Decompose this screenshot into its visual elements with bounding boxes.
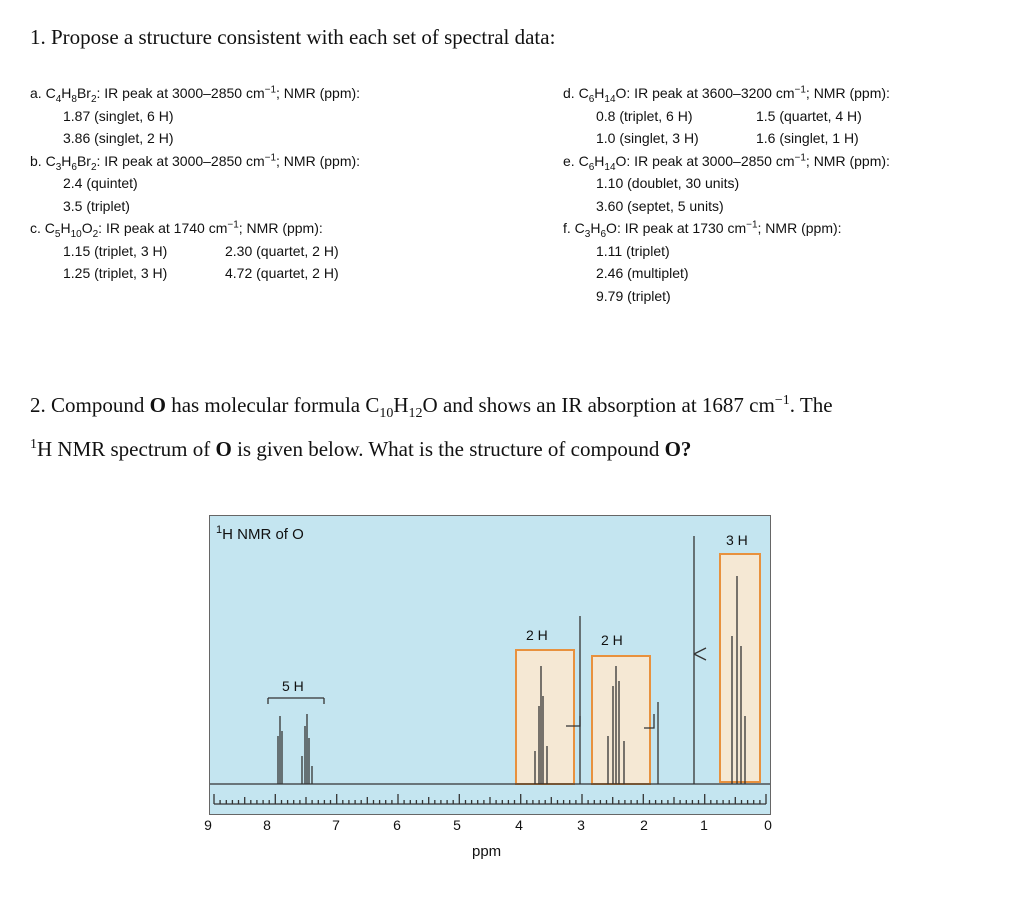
integration-label-triplet: 3 H — [726, 532, 748, 548]
nmr-spectrum — [209, 515, 771, 815]
item-a-line: 1.87 (singlet, 6 H) — [63, 107, 174, 124]
tick-label: 8 — [263, 817, 271, 833]
integration-label-aromatic: 5 H — [282, 678, 304, 694]
tall-arrow — [694, 648, 706, 660]
item-b-line: 2.4 (quintet) — [63, 175, 138, 191]
item-d-row: 1.0 (singlet, 3 H) 1.6 (singlet, 1 H) — [596, 130, 859, 146]
integration-label-quartet: 2 H — [526, 627, 548, 643]
integral-aromatic — [268, 698, 324, 704]
item-e-line: 3.60 (septet, 5 units) — [596, 197, 724, 214]
peak-multiplet — [608, 666, 624, 784]
item-d-row: 0.8 (triplet, 6 H) 1.5 (quartet, 4 H) — [596, 107, 862, 124]
peak-triplet — [732, 576, 745, 784]
tick-label: 7 — [332, 817, 340, 833]
step-2 — [644, 714, 654, 728]
question-1-title: 1. Propose a structure consistent with each set of spectral data: — [30, 25, 556, 49]
x-axis-label: ppm — [472, 843, 502, 860]
question-2-line-1: 2. Compound O has molecular formula $C_{10}H_{12}O$ and shows an IR absorption at 1687 $cm^{-1}$. The — [30, 393, 833, 422]
item-c-row: 1.25 (triplet, 3 H) 4.72 (quartet, 2 H) — [63, 265, 339, 281]
item-f-line: 2.46 (multiplet) — [596, 265, 689, 281]
peak-aromatic-1 — [278, 716, 282, 784]
tick-label: 6 — [393, 817, 401, 833]
tick-label: 3 — [577, 817, 585, 833]
tick-label: 0 — [764, 817, 772, 833]
item-b-header: b. $C_3H_6Br_2$: IR peak at 3000–2850 $cm^{-1}$; NMR (ppm): — [30, 151, 361, 173]
item-a-header: a. $C_4H_8Br_2$: IR peak at 3000–2850 $cm^{-1}$; NMR (ppm): — [30, 84, 361, 105]
question-2-line-2: $^1$H NMR spectrum of O is given below. What is the structure of compound O? — [30, 437, 692, 462]
question-2-text — [30, 385, 833, 465]
peak-aromatic-2 — [302, 714, 312, 784]
item-e-line: 1.10 (doublet, 30 units) — [596, 175, 740, 191]
item-f-line: 1.11 (triplet) — [596, 242, 670, 259]
step-1 — [566, 716, 580, 726]
spectrum-title: $^1$H NMR of O — [216, 524, 304, 543]
item-f-header: f. $C_3H_6O$: IR peak at 1730 $cm^{-1}$; NMR (ppm): — [563, 219, 842, 240]
spectrum-trace — [210, 516, 770, 814]
tick-label: 9 — [204, 817, 212, 833]
item-f-line: 9.79 (triplet) — [596, 287, 671, 304]
right-column — [563, 82, 890, 307]
item-e-header: e. $C_6H_{14}O$: IR peak at 3000–2850 $cm^{-1}$; NMR (ppm): — [563, 151, 890, 173]
item-b-line: 3.5 (triplet) — [63, 197, 130, 214]
tick-label: 2 — [640, 817, 648, 833]
integration-label-multiplet: 2 H — [601, 632, 623, 648]
tick-label: 4 — [515, 817, 523, 833]
tick-label: 1 — [700, 817, 708, 833]
tick-label: 5 — [453, 817, 461, 833]
item-d-header: d. $C_6H_{14}O$: IR peak at 3600–3200 $cm^{-1}$; NMR (ppm): — [563, 84, 890, 105]
item-a-line: 3.86 (singlet, 2 H) — [63, 130, 174, 146]
item-c-row: 1.15 (triplet, 3 H) 2.30 (quartet, 2 H) — [63, 242, 339, 259]
left-column — [30, 82, 360, 285]
item-c-header: c. $C_5H_{10}O_2$: IR peak at 1740 $cm^{-1}$; NMR (ppm): — [30, 219, 323, 240]
peak-quartet — [535, 666, 547, 784]
